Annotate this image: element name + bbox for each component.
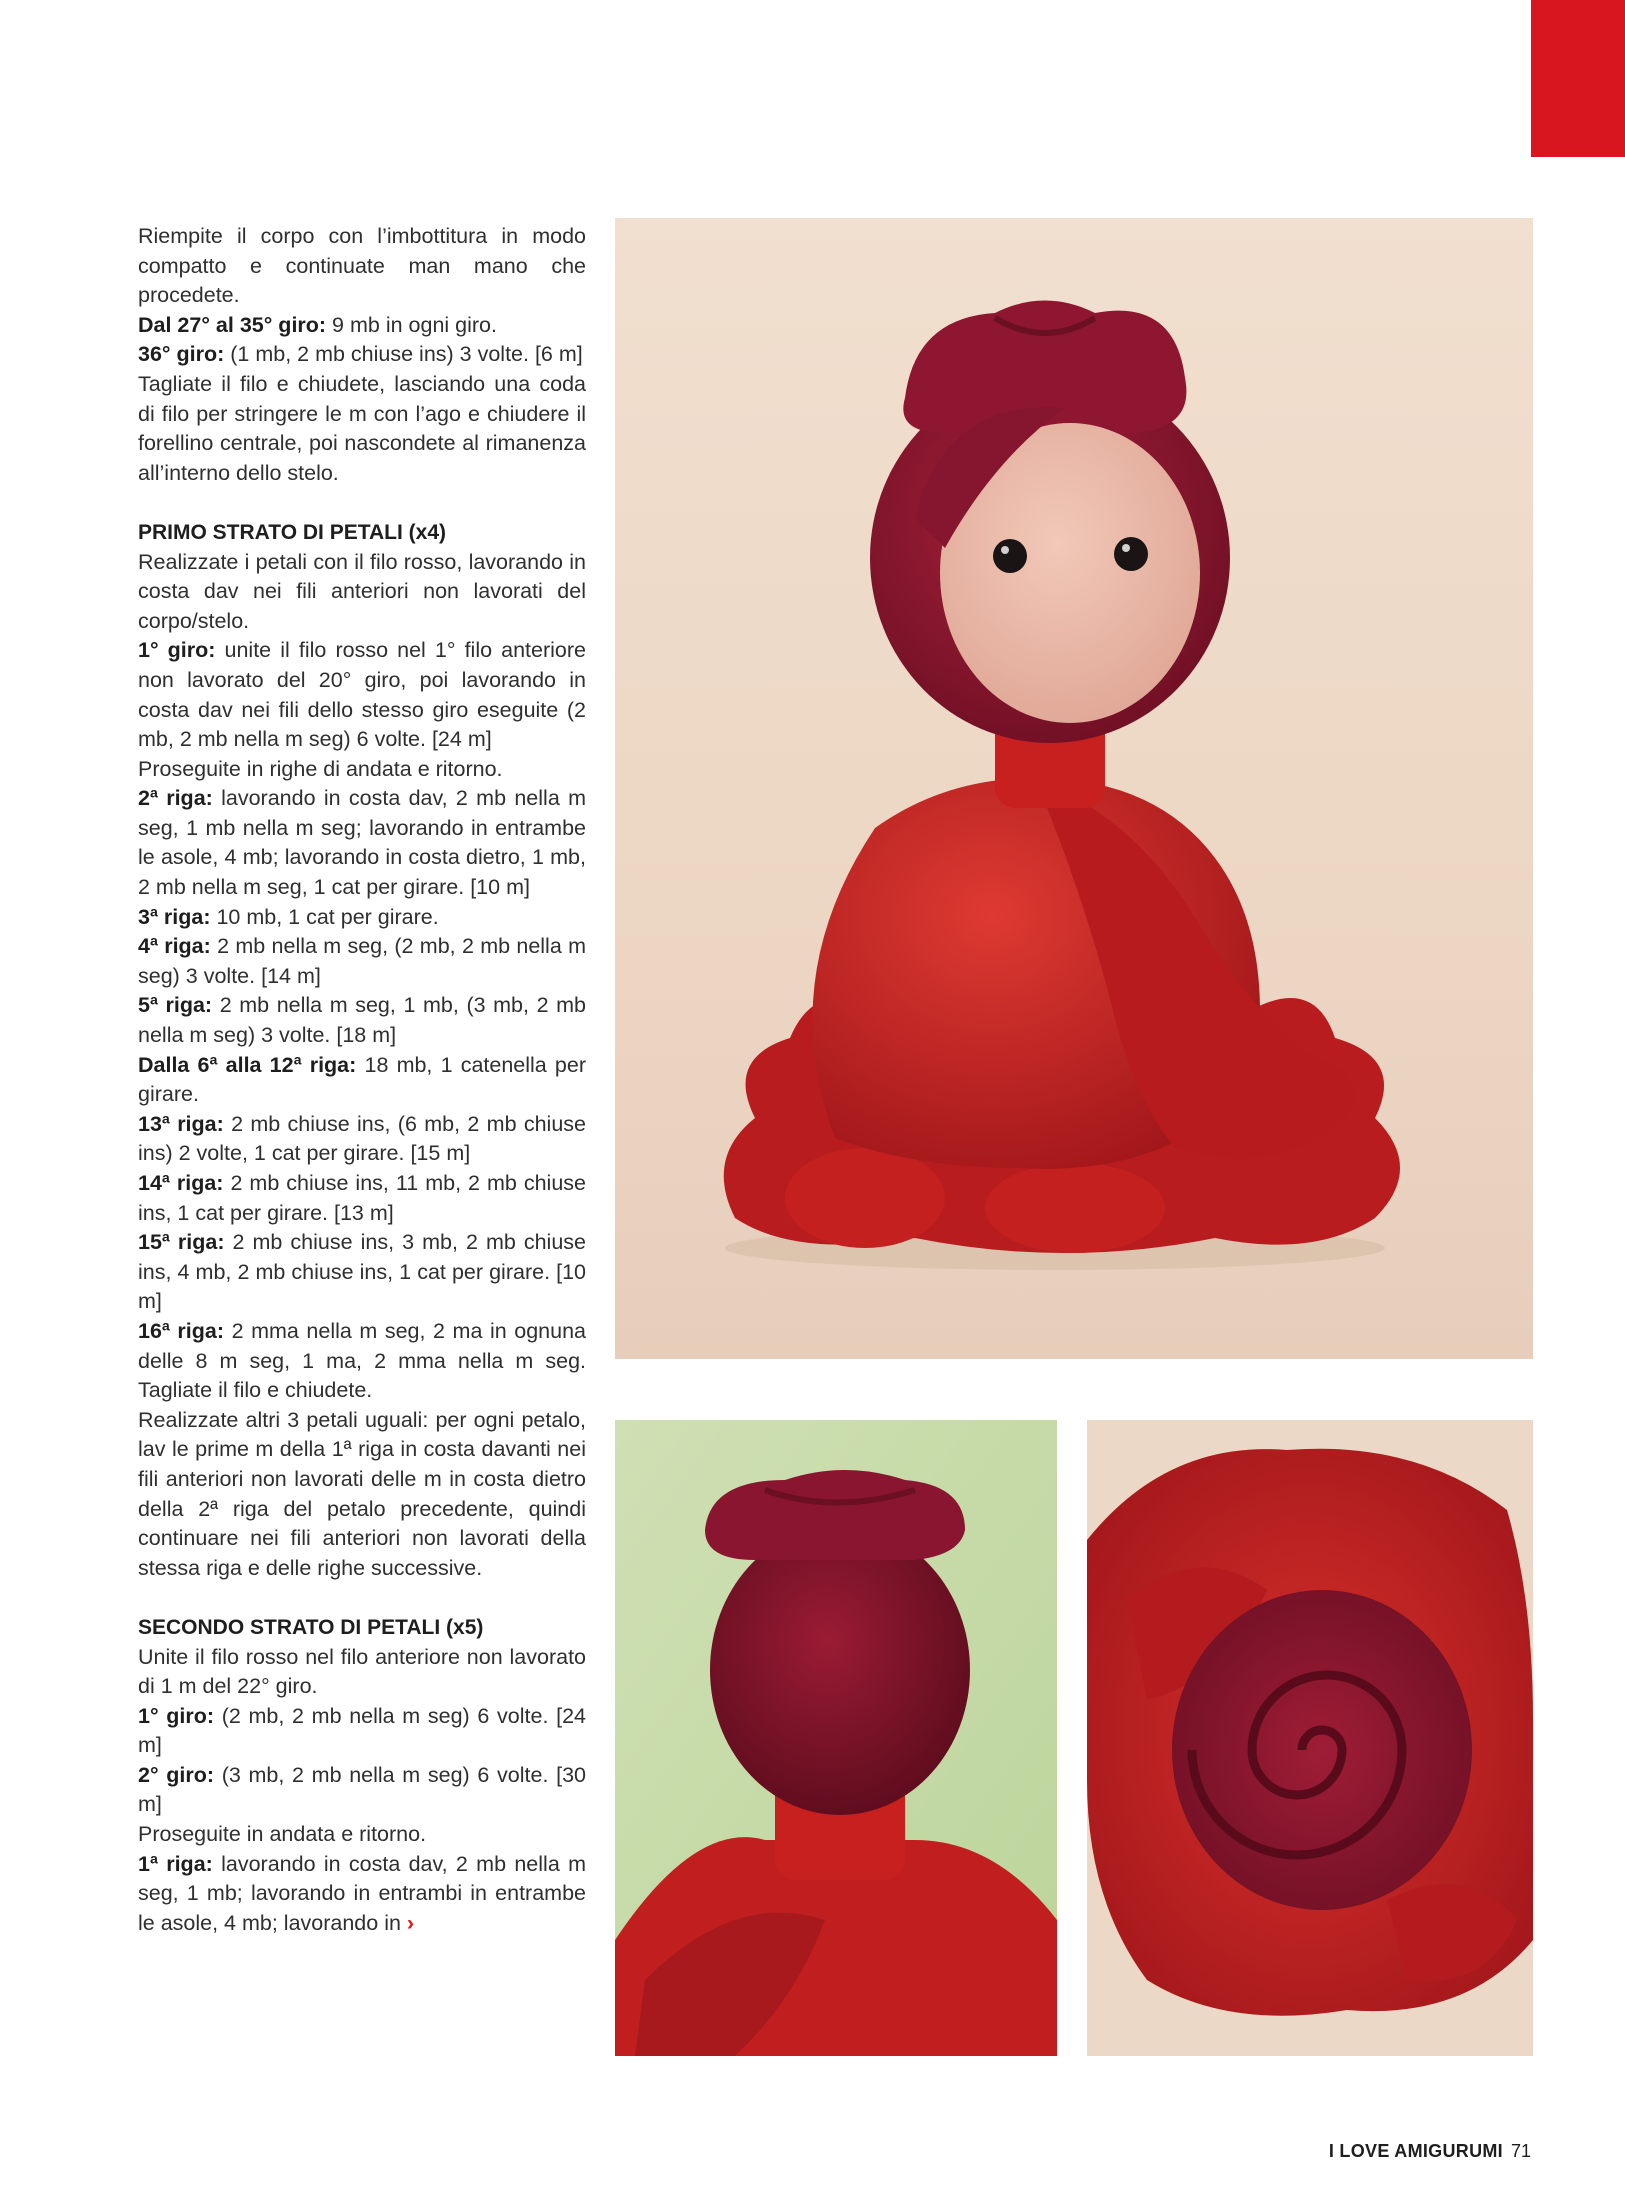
- note-paragraph: Proseguite in righe di andata e ritorno.: [138, 756, 503, 781]
- main-doll-photo: [615, 218, 1533, 1359]
- instruction-row: [138, 1228, 586, 1317]
- head-back-photo: [615, 1420, 1057, 2056]
- instruction-row: [138, 636, 586, 754]
- intro-paragraph: Riempite il corpo con l’imbottitura in modo compatto e continuate man mano che procedete.: [138, 224, 586, 308]
- instruction-row: [138, 1702, 586, 1761]
- row-text: 2 mb chiuse ins, 11 mb, 2 mb chiuse ins, 1 cat per girare. [13 m]: [138, 1171, 587, 1225]
- rose-top-photo: [1087, 1420, 1533, 2056]
- instruction-row: [138, 932, 586, 991]
- row-text: 2 mb nella m seg, (2 mb, 2 mb nella m seg) 3 volte. [14 m]: [138, 934, 586, 988]
- row-label: 2° giro:: [138, 1762, 215, 1787]
- row-text: 2 mb chiuse ins, 3 mb, 2 mb chiuse ins, 4 mb, 2 mb chiuse ins, 1 cat per girare. [10 m]: [138, 1230, 586, 1314]
- row-text: 10 mb, 1 cat per girare.: [210, 904, 439, 929]
- row-label: 1° giro:: [138, 638, 216, 663]
- doll-illustration: [615, 218, 1533, 1359]
- instruction-row: [138, 1110, 586, 1169]
- row-text: 18 mb, 1 catenella per girare.: [138, 1052, 587, 1107]
- instruction-row: [138, 1850, 586, 1939]
- row-text: lavorando in costa dav, 2 mb nella m seg, 1 mb nella m seg; lavorando in entrambe le asole, 4 mb; lavorando in costa dietro, 1 mb, 2 mb nella m seg, 1 cat per girare. [10 m]: [138, 786, 586, 900]
- continue-arrow-icon: ›: [406, 1910, 415, 1935]
- pattern-text-column: [138, 222, 586, 1938]
- row-label: 2ª riga:: [138, 786, 213, 811]
- row-text: unite il filo rosso nel 1° filo anteriore non lavorato del 20° giro, poi lavorando in costa dav nei fili dello stesso giro eseguite (2 mb, 2 mb nella m seg) 6 volte. [24 m]: [138, 638, 587, 752]
- instruction-row: [138, 1051, 586, 1110]
- row-label: 13ª riga:: [138, 1111, 224, 1136]
- instruction-row: [138, 1169, 586, 1228]
- row-label: 36° giro:: [138, 342, 225, 367]
- row-label: 14ª riga:: [138, 1171, 224, 1195]
- row-text: (1 mb, 2 mb chiuse ins) 3 volte. [6 m]: [224, 342, 583, 367]
- section-heading: PRIMO STRATO DI PETALI (x4): [138, 520, 447, 544]
- section-intro: Realizzate i petali con il filo rosso, lavorando in costa dav nei fili anteriori non lavorati del corpo/stelo.: [138, 549, 586, 633]
- row-label: Dalla 6ª alla 12ª riga:: [138, 1052, 357, 1077]
- row-label: 15ª riga:: [138, 1230, 225, 1255]
- rose-top-illustration: [1087, 1420, 1533, 2056]
- row-text: 2 mb chiuse ins, (6 mb, 2 mb chiuse ins) 2 volte, 1 cat per girare. [15 m]: [138, 1111, 586, 1166]
- page-footer: [1329, 2141, 1531, 2162]
- head-back-illustration: [615, 1420, 1057, 2056]
- instruction-row: [138, 903, 586, 933]
- row-text: lavorando in costa dav, 2 mb nella m seg, 1 mb; lavorando in entrambi in entrambe le asole, 4 mb; lavorando in: [138, 1851, 586, 1935]
- row-label: 3ª riga:: [138, 904, 211, 929]
- row-label: 1ª riga:: [138, 1851, 213, 1876]
- note-paragraph: Proseguite in andata e ritorno.: [138, 1822, 427, 1847]
- row-label: 16ª riga:: [138, 1318, 225, 1343]
- row-text: (3 mb, 2 mb nella m seg) 6 volte. [30 m]: [138, 1762, 586, 1817]
- row-text: 2 mb nella m seg, 1 mb, (3 mb, 2 mb nella m seg) 3 volte. [18 m]: [138, 993, 586, 1048]
- section-intro: Unite il filo rosso nel filo anteriore non lavorato di 1 m del 22° giro.: [138, 1644, 586, 1699]
- row-text: (2 mb, 2 mb nella m seg) 6 volte. [24 m]: [138, 1703, 586, 1758]
- note-paragraph: Realizzate altri 3 petali uguali: per ogni petalo, lav le prime m della 1ª riga in costa davanti nei fili anteriori non lavorati delle m in costa dietro della 2ª riga del petalo precedente, quindi continuare nei fili anteriori non lavorati della stessa riga e delle righe successive.: [138, 1407, 586, 1580]
- row-text: 2 mma nella m seg, 2 ma in ognuna delle 8 m seg, 1 ma, 2 mma nella m seg. Tagliate il filo e chiudete.: [138, 1318, 586, 1403]
- instruction-row: [138, 311, 586, 341]
- magazine-title: I LOVE AMIGURUMI: [1328, 2141, 1503, 2161]
- section-tab: [1531, 0, 1625, 157]
- instruction-row: [138, 991, 586, 1050]
- closing-paragraph: Tagliate il filo e chiudete, lasciando una coda di filo per stringere le m con l’ago e chiudere il forellino centrale, poi nascondete al rimanenza all’interno dello stelo.: [138, 371, 586, 485]
- row-label: 4ª riga:: [138, 934, 211, 959]
- instruction-row: [138, 1761, 586, 1820]
- row-label: 1° giro:: [138, 1703, 215, 1728]
- instruction-row: [138, 340, 586, 370]
- row-label: 5ª riga:: [138, 993, 213, 1018]
- section-heading: SECONDO STRATO DI PETALI (x5): [138, 1615, 484, 1639]
- row-label: Dal 27° al 35° giro:: [138, 312, 327, 337]
- instruction-row: [138, 784, 586, 902]
- row-text: 9 mb in ogni giro.: [326, 312, 497, 337]
- instruction-row: [138, 1317, 586, 1406]
- page-number: 71: [1510, 2141, 1531, 2161]
